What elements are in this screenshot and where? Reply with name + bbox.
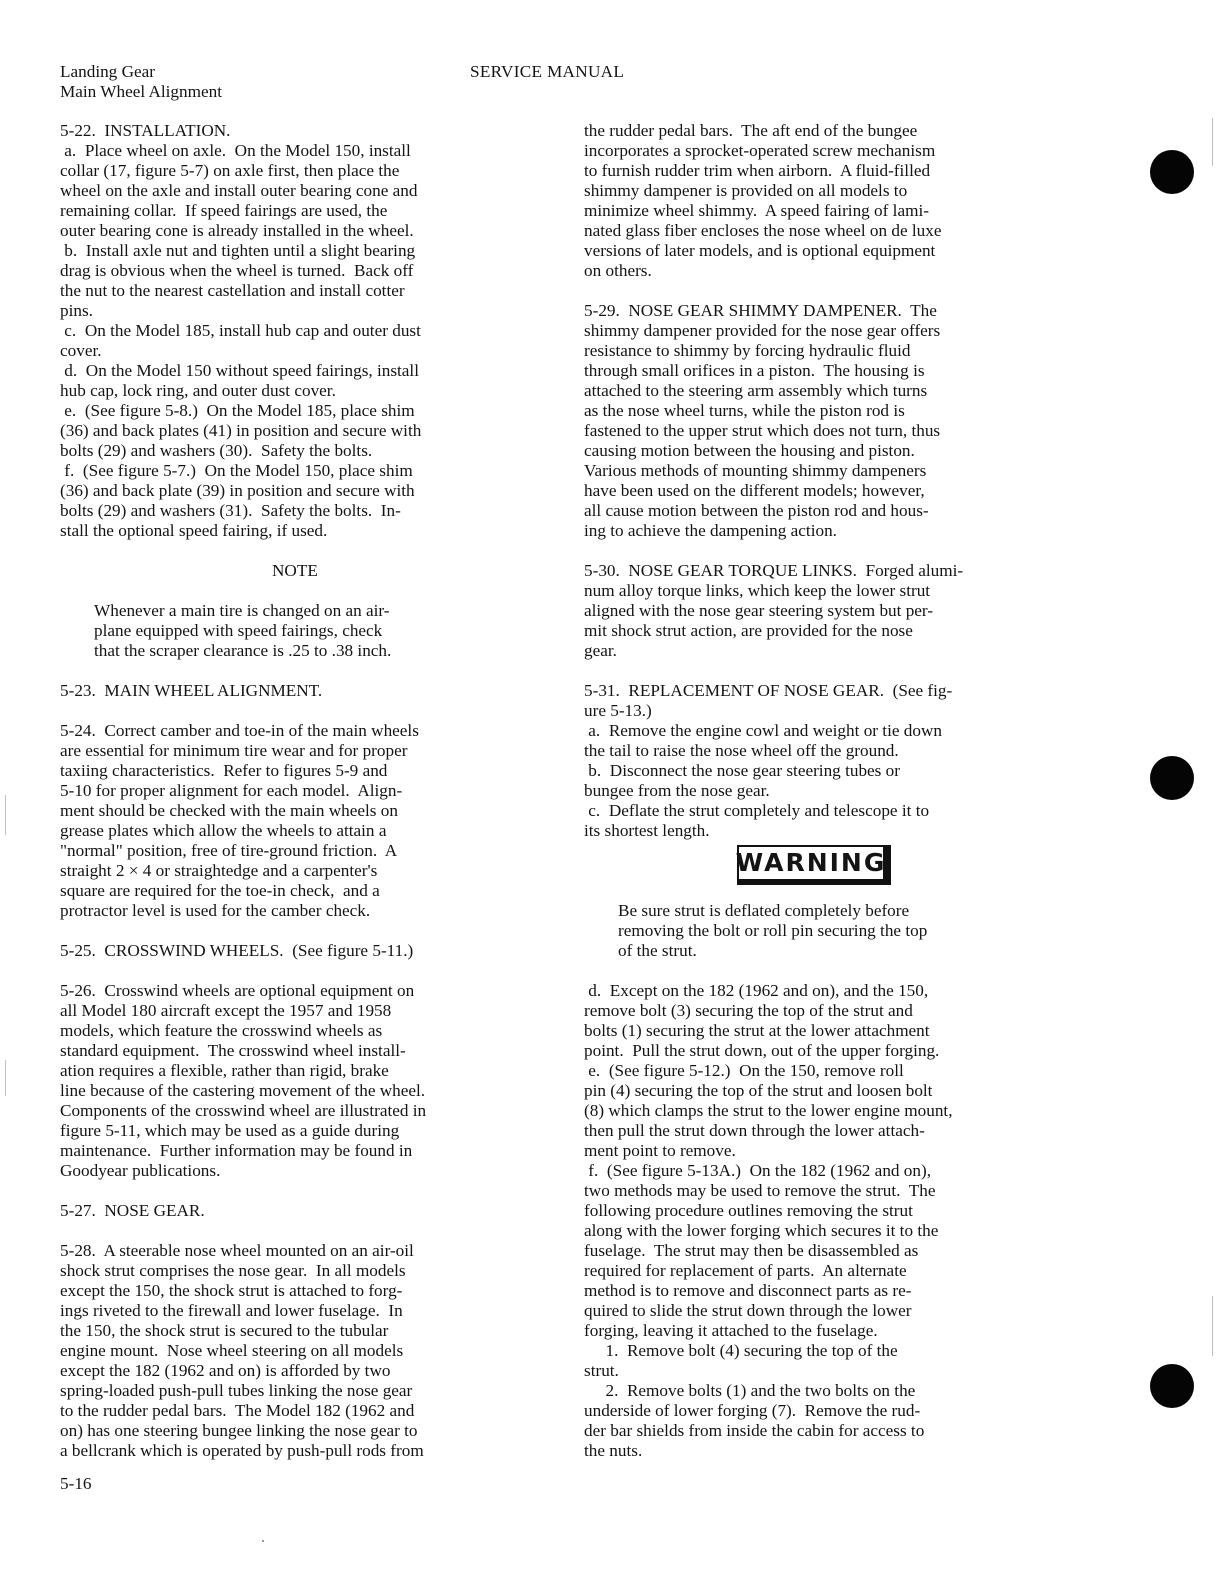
text-line: the nuts. <box>584 1441 643 1460</box>
text-line: the rudder pedal bars. The aft end of the bungee <box>584 121 918 140</box>
text-line: standard equipment. The crosswind wheel install- <box>60 1041 406 1060</box>
text-line: minimize wheel shimmy. A speed fairing of lami- <box>584 201 929 220</box>
text-line: strut. <box>584 1361 619 1380</box>
text-line: pins. <box>60 301 93 320</box>
right-column <box>584 121 1062 1461</box>
text-line: have been used on the different models; however, <box>584 481 925 500</box>
text-line: b. Disconnect the nose gear steering tubes or <box>584 761 900 780</box>
right-column-bottom <box>584 961 1062 1461</box>
text-line: fastened to the upper strut which does not turn, thus <box>584 421 941 440</box>
text-line: ment should be checked with the main wheels on <box>60 801 398 820</box>
text-line: b. Install axle nut and tighten until a slight bearing <box>60 241 416 260</box>
text-line: c. Deflate the strut completely and telescope it to <box>584 801 930 820</box>
scan-edge-mark <box>5 795 6 835</box>
scan-edge-mark <box>1212 118 1213 166</box>
page-number: 5-16 <box>60 1474 92 1493</box>
text-line: wheel on the axle and install outer bearing cone and <box>60 181 418 200</box>
manual-title: SERVICE MANUAL <box>470 62 625 81</box>
header-section <box>60 62 222 102</box>
text-line: except the 182 (1962 and on) is afforded by two <box>60 1361 391 1380</box>
text-line: except the 150, the shock strut is attached to forg- <box>60 1281 403 1300</box>
text-line: pin (4) securing the top of the strut and loosen bolt <box>584 1081 933 1100</box>
scan-edge-mark <box>5 1060 6 1096</box>
text-line: 1. Remove bolt (4) securing the top of the <box>584 1341 898 1360</box>
text-line: remove bolt (3) securing the top of the strut and <box>584 1001 913 1020</box>
text-line: required for replacement of parts. An alternate <box>584 1261 907 1280</box>
text-line: causing motion between the housing and piston. <box>584 441 915 460</box>
binder-hole-icon <box>1150 150 1194 194</box>
left-column <box>60 121 538 1461</box>
text-line: versions of later models, and is optional equipment <box>584 241 936 260</box>
text-line: 5-25. CROSSWIND WHEELS. (See figure 5-11.) <box>60 941 414 960</box>
text-line: ment point to remove. <box>584 1141 736 1160</box>
text-line: line because of the castering movement of the wheel. <box>60 1081 426 1100</box>
text-line: 5-30. NOSE GEAR TORQUE LINKS. Forged alumi- <box>584 561 964 580</box>
text-line: "normal" position, free of tire-ground friction. A <box>60 841 398 860</box>
text-line: 5-23. MAIN WHEEL ALIGNMENT. <box>60 681 323 700</box>
text-line: (36) and back plate (39) in position and secure with <box>60 481 415 500</box>
text-line: two methods may be used to remove the strut. The <box>584 1181 936 1200</box>
text-line: der bar shields from inside the cabin for access to <box>584 1421 925 1440</box>
text-line: 2. Remove bolts (1) and the two bolts on the <box>584 1381 916 1400</box>
text-line: cover. <box>60 341 102 360</box>
text-line: the 150, the shock strut is secured to the tubular <box>60 1321 389 1340</box>
text-line: d. On the Model 150 without speed fairings, install <box>60 361 419 380</box>
text-line: 5-27. NOSE GEAR. <box>60 1201 205 1220</box>
text-line: drag is obvious when the wheel is turned. Back off <box>60 261 414 280</box>
text-line: resistance to shimmy by forcing hydraulic fluid <box>584 341 911 360</box>
text-line: 5-29. NOSE GEAR SHIMMY DAMPENER. The <box>584 301 937 320</box>
text-line: to furnish rudder trim when airborn. A fluid-filled <box>584 161 931 180</box>
text-line: stall the optional speed fairing, if used. <box>60 521 328 540</box>
paragraph-gap <box>60 921 538 941</box>
text-line: of the strut. <box>618 941 697 960</box>
text-line: spring-loaded push-pull tubes linking the nose gear <box>60 1381 413 1400</box>
text-line: grease plates which allow the wheels to attain a <box>60 821 387 840</box>
text-line: attached to the steering arm assembly which turns <box>584 381 928 400</box>
text-line: are essential for minimum tire wear and for proper <box>60 741 408 760</box>
text-line: models, which feature the crosswind wheels as <box>60 1021 383 1040</box>
text-line: ure 5-13.) <box>584 701 652 720</box>
header-section-title: Landing Gear <box>60 62 155 81</box>
note-text-line: plane equipped with speed fairings, check <box>94 621 383 640</box>
paragraph-gap <box>60 581 538 601</box>
text-line: square are required for the toe-in check, and a <box>60 881 380 900</box>
text-line: underside of lower forging (7). Remove the rud- <box>584 1401 921 1420</box>
text-line: nated glass fiber encloses the nose wheel on de luxe <box>584 221 942 240</box>
right-column-top <box>584 121 1062 841</box>
text-line: shock strut comprises the nose gear. In all models <box>60 1261 406 1280</box>
text-line: bolts (29) and washers (30). Safety the bolts. <box>60 441 373 460</box>
text-line: e. (See figure 5-8.) On the Model 185, place shim <box>60 401 415 420</box>
text-line: remaining collar. If speed fairings are used, the <box>60 201 388 220</box>
text-line: engine mount. Nose wheel steering on all models <box>60 1341 404 1360</box>
text-line: through small orifices in a piston. The housing is <box>584 361 925 380</box>
warning-text <box>584 901 1062 961</box>
text-line: 5-22. INSTALLATION. <box>60 121 231 140</box>
text-line: bolts (1) securing the strut at the lower attachment <box>584 1021 930 1040</box>
text-line: Be sure strut is deflated completely before <box>618 901 910 920</box>
text-line: Components of the crosswind wheel are illustrated in <box>60 1101 427 1120</box>
text-line: fuselage. The strut may then be disassembled as <box>584 1241 919 1260</box>
text-line: straight 2 × 4 or straightedge and a carpenter's <box>60 861 378 880</box>
text-line: f. (See figure 5-13A.) On the 182 (1962 and on), <box>584 1161 932 1180</box>
paragraph-gap <box>60 541 538 561</box>
scan-dust-mark <box>262 1540 264 1542</box>
header-subsection-title: Main Wheel Alignment <box>60 82 222 101</box>
text-line: mit shock strut action, are provided for the nose <box>584 621 913 640</box>
text-line: the tail to raise the nose wheel off the ground. <box>584 741 899 760</box>
text-line: all cause motion between the piston rod and hous- <box>584 501 929 520</box>
paragraph-gap <box>584 541 1062 561</box>
text-line: incorporates a sprocket-operated screw mechanism <box>584 141 936 160</box>
warning-label: WARNING <box>737 845 891 885</box>
note-title: NOTE <box>272 561 318 580</box>
text-line: a. Place wheel on axle. On the Model 150, install <box>60 141 411 160</box>
text-line: maintenance. Further information may be found in <box>60 1141 413 1160</box>
paragraph-gap <box>60 661 538 681</box>
text-line: e. (See figure 5-12.) On the 150, remove roll <box>584 1061 904 1080</box>
text-line: point. Pull the strut down, out of the upper forging. <box>584 1041 940 1060</box>
note-text-line: Whenever a main tire is changed on an air- <box>94 601 390 620</box>
text-line: figure 5-11, which may be used as a guide during <box>60 1121 400 1140</box>
text-line: f. (See figure 5-7.) On the Model 150, place shim <box>60 461 413 480</box>
text-line: method is to remove and disconnect parts as re- <box>584 1281 912 1300</box>
text-line: ation requires a flexible, rather than rigid, brake <box>60 1061 389 1080</box>
text-line: bolts (29) and washers (31). Safety the bolts. In- <box>60 501 401 520</box>
binder-hole-icon <box>1150 756 1194 800</box>
text-line: a. Remove the engine cowl and weight or tie down <box>584 721 942 740</box>
text-line: hub cap, lock ring, and outer dust cover. <box>60 381 336 400</box>
text-line: a bellcrank which is operated by push-pull rods from <box>60 1441 424 1460</box>
text-line: the nut to the nearest castellation and install cotter <box>60 281 405 300</box>
text-line: c. On the Model 185, install hub cap and outer dust <box>60 321 421 340</box>
text-line: along with the lower forging which secures it to the <box>584 1221 939 1240</box>
text-line: its shortest length. <box>584 821 710 840</box>
note-text-line: that the scraper clearance is .25 to .38 inch. <box>94 641 392 660</box>
text-line: protractor level is used for the camber check. <box>60 901 371 920</box>
text-line: then pull the strut down through the lower attach- <box>584 1121 925 1140</box>
text-line: ings riveted to the firewall and lower fuselage. In <box>60 1301 403 1320</box>
text-line: removing the bolt or roll pin securing the top <box>618 921 928 940</box>
paragraph-gap <box>584 281 1062 301</box>
text-line: forging, leaving it attached to the fuselage. <box>584 1321 878 1340</box>
text-line: aligned with the nose gear steering system but per- <box>584 601 934 620</box>
text-line: 5-24. Correct camber and toe-in of the main wheels <box>60 721 419 740</box>
text-line: on) has one steering bungee linking the nose gear to <box>60 1421 418 1440</box>
text-line: quired to slide the strut down through the lower <box>584 1301 912 1320</box>
text-line: collar (17, figure 5-7) on axle first, then place the <box>60 161 400 180</box>
text-line: (36) and back plates (41) in position and secure with <box>60 421 422 440</box>
text-line: 5-28. A steerable nose wheel mounted on an air-oil <box>60 1241 414 1260</box>
paragraph-gap <box>60 961 538 981</box>
text-line: on others. <box>584 261 652 280</box>
paragraph-gap <box>60 701 538 721</box>
text-line: shimmy dampener provided for the nose gear offers <box>584 321 941 340</box>
text-line: 5-10 for proper alignment for each model. Align- <box>60 781 403 800</box>
text-line: all Model 180 aircraft except the 1957 and 1958 <box>60 1001 392 1020</box>
text-line: Goodyear publications. <box>60 1161 221 1180</box>
text-line: num alloy torque links, which keep the lower strut <box>584 581 931 600</box>
text-line: as the nose wheel turns, while the piston rod is <box>584 401 905 420</box>
text-line: gear. <box>584 641 617 660</box>
paragraph-gap <box>584 961 1062 981</box>
text-line: bungee from the nose gear. <box>584 781 770 800</box>
text-line: d. Except on the 182 (1962 and on), and the 150, <box>584 981 929 1000</box>
binder-hole-icon <box>1150 1364 1194 1408</box>
warning-banner <box>584 841 1062 901</box>
scan-edge-mark <box>1212 1296 1213 1356</box>
text-line: following procedure outlines removing the strut <box>584 1201 913 1220</box>
text-line: Various methods of mounting shimmy dampeners <box>584 461 927 480</box>
text-line: 5-31. REPLACEMENT OF NOSE GEAR. (See fig- <box>584 681 953 700</box>
text-line: to the rudder pedal bars. The Model 182 (1962 and <box>60 1401 415 1420</box>
text-line: ing to achieve the dampening action. <box>584 521 837 540</box>
text-line: taxiing characteristics. Refer to figures 5-9 and <box>60 761 388 780</box>
text-line: shimmy dampener is provided on all models to <box>584 181 908 200</box>
paragraph-gap <box>60 1181 538 1201</box>
text-line: 5-26. Crosswind wheels are optional equipment on <box>60 981 415 1000</box>
paragraph-gap <box>60 1221 538 1241</box>
text-line: (8) which clamps the strut to the lower engine mount, <box>584 1101 953 1120</box>
paragraph-gap <box>584 661 1062 681</box>
text-line: outer bearing cone is already installed in the wheel. <box>60 221 414 240</box>
